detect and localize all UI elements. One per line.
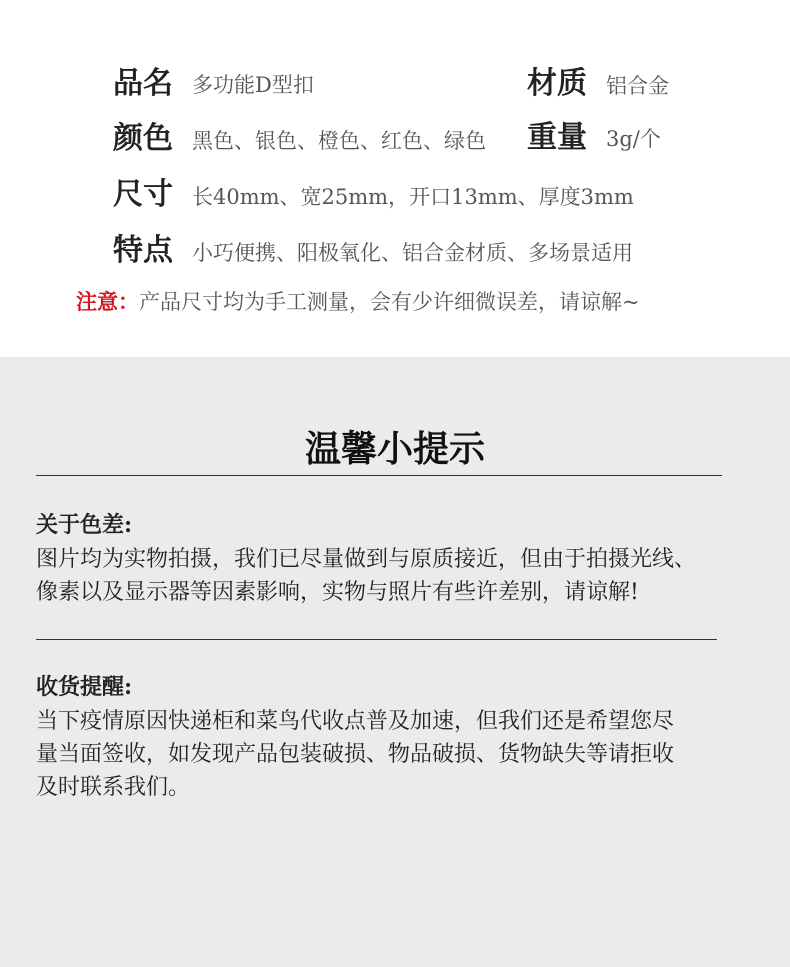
material-label: 材质 [527,66,587,101]
tips-panel [0,357,790,967]
feature-value: 小巧便携、阳极氧化、铝合金材质、多场景适用 [192,241,633,265]
measurement-note [76,288,640,316]
color-diff-line: 图片均为实物拍摄，我们已尽量做到与原质接近，但由于拍摄光线、 [36,547,697,572]
color-diff-line: 像素以及显示器等因素影响，实物与照片有些许差别，请谅解! [36,580,639,605]
material-value: 铝合金 [606,74,669,98]
note-text: 产品尺寸均为手工测量，会有少许细微误差，请谅解~ [139,290,640,314]
section-divider [36,639,717,640]
title-divider [36,475,722,476]
color-label: 颜色 [113,121,173,156]
receipt-line: 当下疫情原因快递柜和菜鸟代收点普及加速，但我们还是希望您尽 [36,709,675,734]
tips-title: 温馨小提示 [304,428,485,470]
spec-panel [0,0,790,357]
size-value: 长40mm、宽25mm，开口13mm、厚度3mm [192,185,634,209]
color-value: 黑色、银色、橙色、红色、绿色 [192,129,486,153]
name-label: 品名 [113,66,173,101]
receipt-line: 及时联系我们。 [36,775,191,800]
receipt-heading: 收货提醒: [36,674,133,700]
receipt-line: 量当面签收，如发现产品包装破损、物品破损、货物缺失等请拒收 [36,742,675,767]
receipt-body [36,705,756,804]
weight-label: 重量 [527,120,587,155]
color-diff-body [36,543,756,609]
name-value: 多功能D型扣 [192,73,314,97]
note-label: 注意： [76,289,139,314]
weight-value: 3g/个 [606,127,661,151]
color-diff-heading: 关于色差: [36,512,133,538]
size-label: 尺寸 [113,177,173,212]
feature-label: 特点 [113,233,173,268]
